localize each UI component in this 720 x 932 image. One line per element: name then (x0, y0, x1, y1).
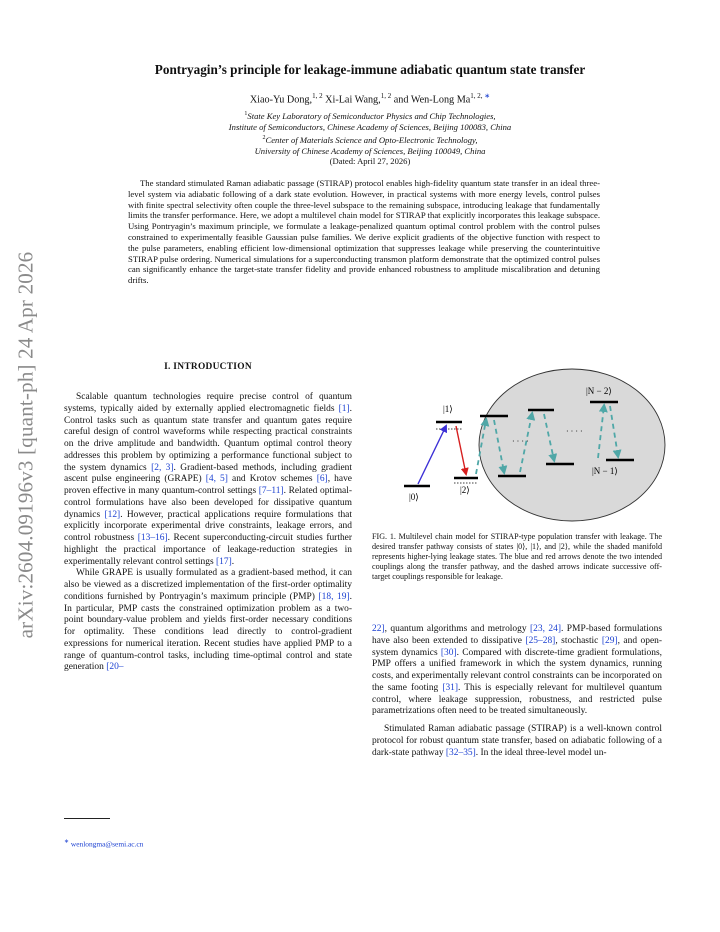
affiliation-1-line-1: $^1$State Key Laboratory of Semiconductor Physics and Chip Technologies, (244, 110, 496, 121)
label-ket-0: |0⟩ (409, 492, 419, 502)
citation-link[interactable]: 22] (372, 624, 385, 634)
citation-link[interactable]: [17] (216, 556, 232, 567)
affiliation-2-line-2: University of Chinese Academy of Sciences, Beijing 100049, China (254, 145, 486, 156)
footnote-email: ∗ wenlongma@semi.ac.cn (64, 839, 144, 849)
label-ket-n-1: |N − 1⟩ (592, 466, 618, 476)
citation-link[interactable]: [18, 19] (318, 591, 350, 602)
author-3-affil: 1, 2, ∗ (470, 92, 491, 100)
arxiv-identifier: arXiv:2604.09196v3 [quant-ph] 24 Apr 2026 (13, 251, 38, 639)
author-3: Wen-Long Ma (410, 94, 471, 106)
intro-paragraph-2-continued: 22], quantum algorithms and metrology [23, 24]. PMP-based formulations have also been extended to dissipative [25–28], stochastic [29], and open-system dynamics [30]. Compared with discrete-time gradient formulations, PMP offers a unified framework in which the system dynamics, running costs, and experimentally relevant control constraints can be incorporated on the same footing [31]. This is especially relevant for multilevel quantum control, where leakage suppression, robustness, and restricted pulse parametrizations often need to be treated simultaneously. (372, 624, 663, 717)
citation-link[interactable]: [7–11] (258, 486, 284, 496)
citation-link[interactable]: [29] (601, 635, 618, 646)
citation-link[interactable]: [31] (442, 682, 459, 693)
intro-paragraph-2: While GRAPE is usually formulated as a gradient-based method, it can also be viewed as a discretized implementation of the first-order optimality conditions furnished by Pontryagin’s maximum principle (PMP) [18, 19]. In particular, PMP casts the constrained optimization problem as a two-point boundary-value problem and yields first-order necessary conditions for optimality. These conditions lead directly to control-gradient expressions for numerical iteration. Recent studies have applied PMP to a range of quantum-control tasks, including time-optimal control and state generation [20– (64, 568, 352, 673)
intro-paragraph-1: Scalable quantum technologies require precise control of quantum systems, typically aided by externally applied electromagnetic fields [1]. Control tasks such as quantum state transfer and quantum gates require careful design of control waveforms while respecting practical constraints on the drive amplitude and bandwidth. Quantum optimal control theory addresses this problem by optimizing a performance functional subject to the system dynamics [2, 3]. Gradient-based methods, including gradient ascent pulse engineering (GRAPE) [4, 5] and Krotov schemes [6], have proven effective in many quantum-control settings [7–11]. Related optimal-control formulations have also been developed for dissipative quantum dynamics [12]. However, practical applications require formulations that explicitly incorporate experimental drive constraints, leakage errors, and control robustness [13–16]. Recent superconducting-circuit studies further highlight the practical importance of leakage-reduction strategies in experimentally relevant control settings [17]. (64, 392, 352, 567)
figure-1-caption: FIG. 1. Multilevel chain model for STIRAP-type population transfer with leakage. The desired transfer pathway consists of states |0⟩, |1⟩, and |2⟩, while the shaded manifold represents higher-lying leakage states. The blue and red arrows denote the two intended couplings along the transfer pathway, and the dashed arrows indicate successive off-target couplings responsible for leakage. (372, 532, 662, 582)
citation-link[interactable]: [25–28] (525, 635, 556, 646)
citation-link[interactable]: [1] (338, 403, 350, 414)
leakage-manifold-region (479, 369, 665, 521)
citation-link[interactable]: [30] (440, 647, 457, 658)
citation-link[interactable]: [12] (104, 509, 121, 520)
affiliations (60, 109, 680, 157)
figure-1-level-diagram (380, 368, 666, 528)
label-ket-1: |1⟩ (443, 404, 453, 414)
citation-link[interactable]: [6] (316, 474, 328, 485)
citation-link[interactable]: [23, 24] (530, 624, 561, 634)
citation-link[interactable]: [4, 5] (205, 474, 228, 485)
paper-title: Pontryagin’s principle for leakage-immune adiabatic quantum state transfer (154, 62, 586, 77)
citation-link[interactable]: [32–35] (445, 747, 476, 758)
author-list (60, 92, 680, 105)
pump-coupling-arrow (418, 426, 446, 484)
email-link[interactable]: wenlongma@semi.ac.cn (70, 839, 144, 849)
ellipsis-dots: · · · · (566, 427, 583, 436)
citation-link[interactable]: [2, 3] (151, 462, 174, 473)
citation-link[interactable]: [20– (106, 662, 124, 673)
footnote-rule (64, 818, 110, 819)
corresponding-author-mark[interactable]: ∗ (484, 92, 491, 100)
author-2: Xi-Lai Wang, (325, 94, 381, 106)
affiliation-1-line-2: Institute of Semiconductors, Chinese Academy of Sciences, Beijing 100083, China (228, 121, 512, 132)
arxiv-sidebar-stamp (8, 215, 44, 675)
stokes-coupling-arrow (456, 426, 466, 474)
left-column (64, 392, 352, 674)
abstract: The standard stimulated Raman adiabatic passage (STIRAP) protocol enables high-fidelity quantum state transfer in an ideal three-level system via adiabatic following of a dark state evolution. However, in practical systems with more energy levels, control pulses with finite spectral selectivity often couple the three-level subspace to the remaining subspace, introducing leakage that fundamentally limits the transfer performance. Here, we adopt a multilevel chain model for STIRAP that explicitly incorporates this leakage subspace. Using Pontryagin’s maximum principle, we formulate a leakage-penalized quantum optimal control problem with the control pulses constrained to experimentally feasible Gaussian pulse families. We derive explicit gradients of the objective function with respect to the pulse parameters, enabling efficient low-dimensional optimization that suppresses leakage while preserving the counterintuitive STIRAP pulse ordering. Numerical simulations for a superconducting transmon platform demonstrate that the optimized control pulses can significantly enhance the target-state transfer fidelity and provide enhanced robustness to amplitude miscalibration and detuning drifts. (128, 178, 600, 286)
label-ket-n-2: |N − 2⟩ (586, 386, 612, 396)
affiliation-2-line-1: $^2$Center of Materials Science and Opto-Electronic Technology, (262, 134, 478, 145)
date-line: (Dated: April 27, 2026) (329, 156, 411, 166)
label-ket-2: |2⟩ (460, 485, 470, 495)
author-conjunction: and (393, 94, 409, 106)
section-heading-introduction: I. INTRODUCTION (164, 362, 252, 372)
right-column (372, 624, 662, 759)
author-1: Xiao-Yu Dong, (249, 94, 313, 106)
author-2-affil: 1, 2 (380, 92, 392, 100)
author-1-affil: 1, 2 (312, 92, 323, 100)
ellipsis-dots: · · · · (512, 437, 529, 446)
intro-paragraph-3: Stimulated Raman adiabatic passage (STIRAP) is a well-known control protocol for robust quantum state transfer, based on adiabatic following of a dark-state pathway [32–35]. In the ideal three-level model un- (372, 724, 662, 758)
citation-link[interactable]: [13–16] (137, 533, 168, 543)
